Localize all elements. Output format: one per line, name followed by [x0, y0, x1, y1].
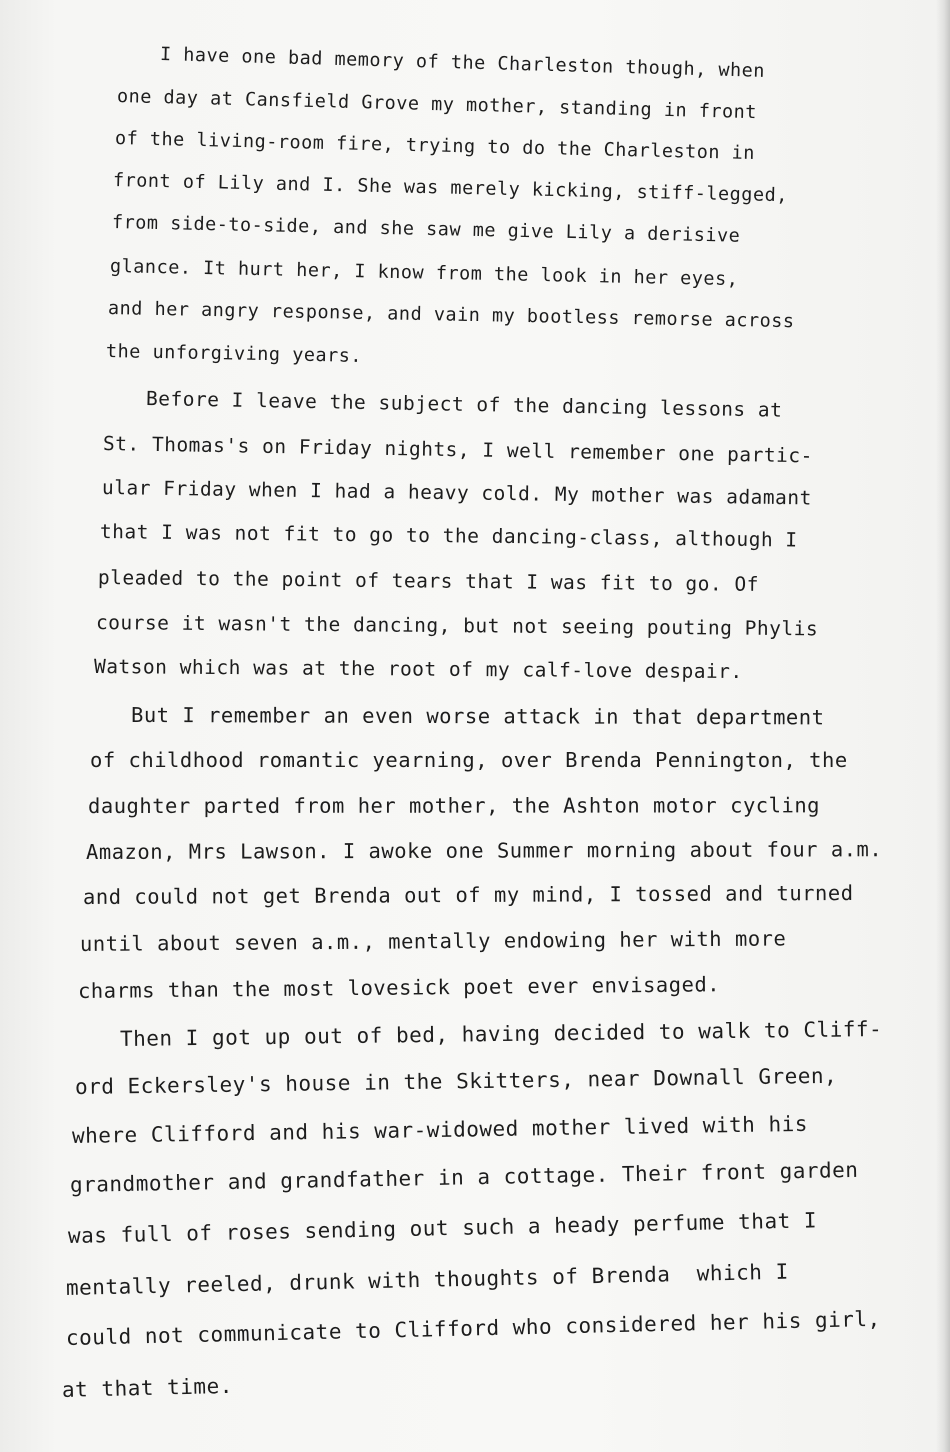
text-line: front of Lily and I. She was merely kicking, stiff-legged,	[112, 170, 789, 207]
text-line: Watson which was at the root of my calf-love despair.	[93, 655, 743, 684]
text-line: I have one bad memory of the Charleston though, when	[159, 44, 766, 82]
text-line: St. Thomas's on Friday nights, I well remember one partic-	[102, 432, 814, 468]
text-line: of childhood romantic yearning, over Brenda Pennington, the	[90, 748, 848, 772]
text-line: could not communicate to Clifford who considered her his girl,	[65, 1306, 881, 1350]
text-line: Before I leave the subject of the dancing lessons at	[145, 387, 783, 422]
text-line: the unforgiving years.	[105, 341, 363, 367]
text-line: ord Eckersley's house in the Skitters, near Downall Green,	[74, 1063, 838, 1099]
text-line: one day at Cansfield Grove my mother, standing in front	[116, 86, 758, 124]
text-line: that I was not fit to go to the dancing-class, although I	[99, 520, 798, 552]
text-line: glance. It hurt her, I know from the look in her eyes,	[109, 256, 739, 291]
text-line: daughter parted from her mother, the Ashton motor cycling	[87, 793, 821, 818]
text-line: where Clifford and his war-widowed mother lived with his	[71, 1111, 809, 1148]
text-line: But I remember an even worse attack in that department	[130, 703, 825, 730]
text-line: from side-to-side, and she saw me give Lily a derisive	[111, 212, 741, 247]
text-line: at that time.	[61, 1373, 234, 1402]
text-line: Amazon, Mrs Lawson. I awoke one Summer morning about four a.m.	[85, 837, 883, 864]
text-line: and could not get Brenda out of my mind, I tossed and turned	[82, 880, 854, 909]
page-edge-shadow	[936, 0, 950, 1452]
text-line: charms than the most lovesick poet ever envisaged.	[77, 972, 721, 1003]
text-line: of the living-room fire, trying to do the Charleston in	[114, 128, 756, 165]
text-line: ular Friday when I had a heavy cold. My mother was adamant	[101, 476, 813, 510]
text-line: Then I got up out of bed, having decided to walk to Cliff-	[119, 1017, 883, 1051]
text-line: until about seven a.m., mentally endowing her with more	[79, 926, 787, 956]
text-line: and her angry response, and vain my bootless remorse across	[107, 298, 795, 333]
text-line: pleaded to the point of tears that I was fit to go. Of	[97, 566, 760, 596]
text-line: grandmother and grandfather in a cottage. Their front garden	[69, 1157, 859, 1197]
text-line: course it wasn't the dancing, but not seeing pouting Phylis	[95, 611, 819, 641]
text-line: mentally reeled, drunk with thoughts of Brenda which I	[65, 1259, 789, 1300]
text-line: was full of roses sending out such a heady perfume that I	[67, 1208, 818, 1248]
